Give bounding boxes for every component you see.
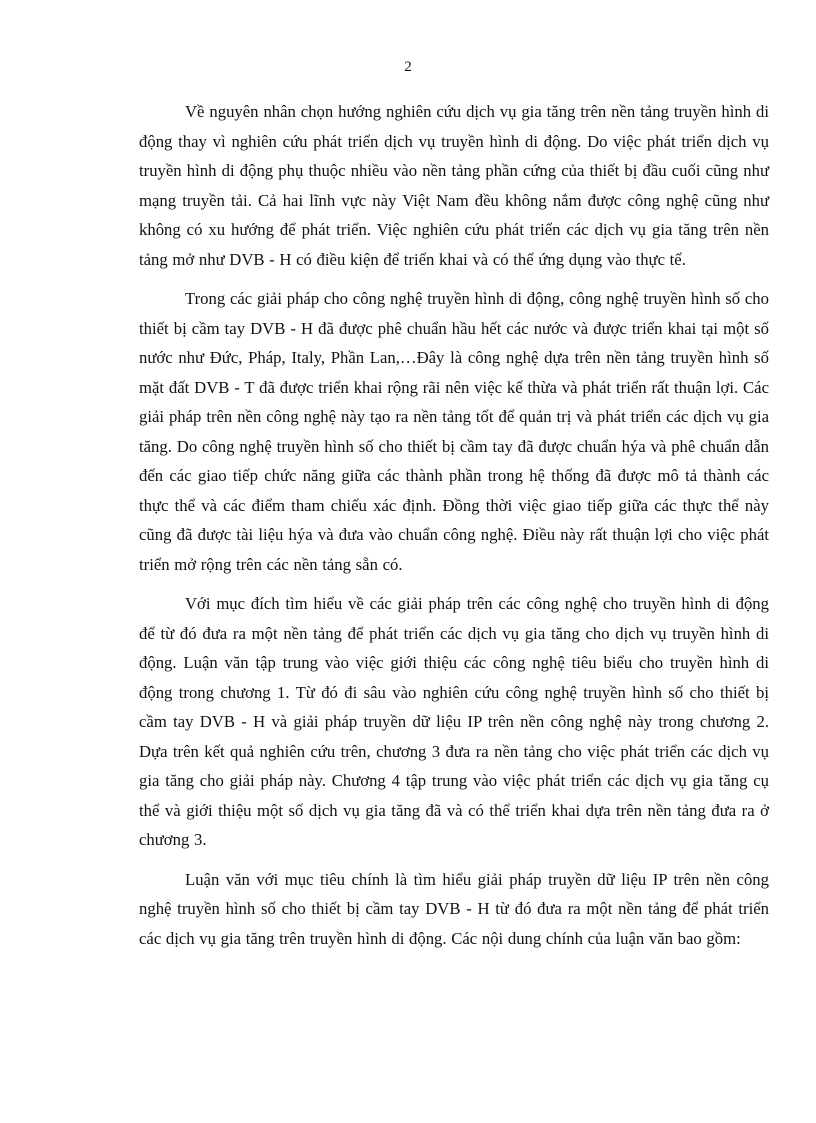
- paragraph-research-rationale: Về nguyên nhân chọn hướng nghiên cứu dịch vụ gia tăng trên nền tảng truyền hình di động thay vì nghiên cứu phát triển dịch vụ truyền hình di động. Do việc phát triển dịch vụ truyền hình di động phụ thuộc nhiều vào nền tảng phần cứng của thiết bị đầu cuối cũng như mạng truyền tải. Cả hai lĩnh vực này Việt Nam đều không nắm được công nghệ cũng như không có xu hướng để phát triển. Việc nghiên cứu phát triển các dịch vụ gia tăng trên nền tảng mở như DVB - H có điều kiện để triển khai và có thể ứng dụng vào thực tế.: [139, 102, 769, 269]
- paragraph-thesis-objective: Luận văn với mục tiêu chính là tìm hiểu giải pháp truyền dữ liệu IP trên nền công nghệ truyền hình số cho thiết bị cầm tay DVB - H từ đó đưa ra một nền tảng để phát triển các dịch vụ gia tăng trên truyền hình di động. Các nội dung chính của luận văn bao gồm:: [139, 869, 769, 948]
- page-number: 2: [404, 59, 412, 75]
- paragraph-thesis-structure: Với mục đích tìm hiểu về các giải pháp trên các công nghệ cho truyền hình di động để từ đó đưa ra một nền tảng để phát triển các dịch vụ gia tăng cho dịch vụ truyền hình di động. Luận văn tập trung vào việc giới thiệu các công nghệ tiêu biểu cho truyền hình di động trong chương 1. Từ đó đi sâu vào nghiên cứu công nghệ truyền hình số cho thiết bị cầm tay DVB - H và giải pháp truyền dữ liệu IP trên nền công nghệ này trong chương 2. Dựa trên kết quả nghiên cứu trên, chương 3 đưa ra nền tảng cho việc phát triển các dịch vụ gia tăng cho giải pháp này. Chương 4 tập trung vào việc phát triển các dịch vụ gia tăng cụ thể và giới thiệu một số dịch vụ gia tăng đã và có thể triển khai dựa trên nền tảng đưa ra ở chương 3.: [139, 594, 769, 849]
- paragraph-dvb-h-solutions: Trong các giải pháp cho công nghệ truyền hình di động, công nghệ truyền hình số cho thiết bị cầm tay DVB - H đã được phê chuẩn hầu hết các nước và được triển khai tại một số nước như Đức, Pháp, Italy, Phần Lan,…Đây là công nghệ dựa trên nền tảng truyền hình số mặt đất DVB - T đã được triển khai rộng rãi nên việc kế thừa và phát triển rất thuận lợi. Các giải pháp trên nền công nghệ này tạo ra nền tảng tốt để quản trị và phát triển các dịch vụ gia tăng. Do công nghệ truyền hình số cho thiết bị cầm tay đã được chuẩn hýa và phê chuẩn dẫn đến các giao tiếp chức năng giữa các thành phần trong hệ thống đã được mô tả thành các thực thể và các điểm tham chiếu xác định. Đồng thời việc giao tiếp giữa các thực thể này cũng đã được tài liệu hýa và đưa vào chuẩn công nghệ. Điều này rất thuận lợi cho việc phát triển mở rộng trên các nền tảng sẵn có.: [139, 289, 769, 574]
- document-body: [139, 97, 769, 963]
